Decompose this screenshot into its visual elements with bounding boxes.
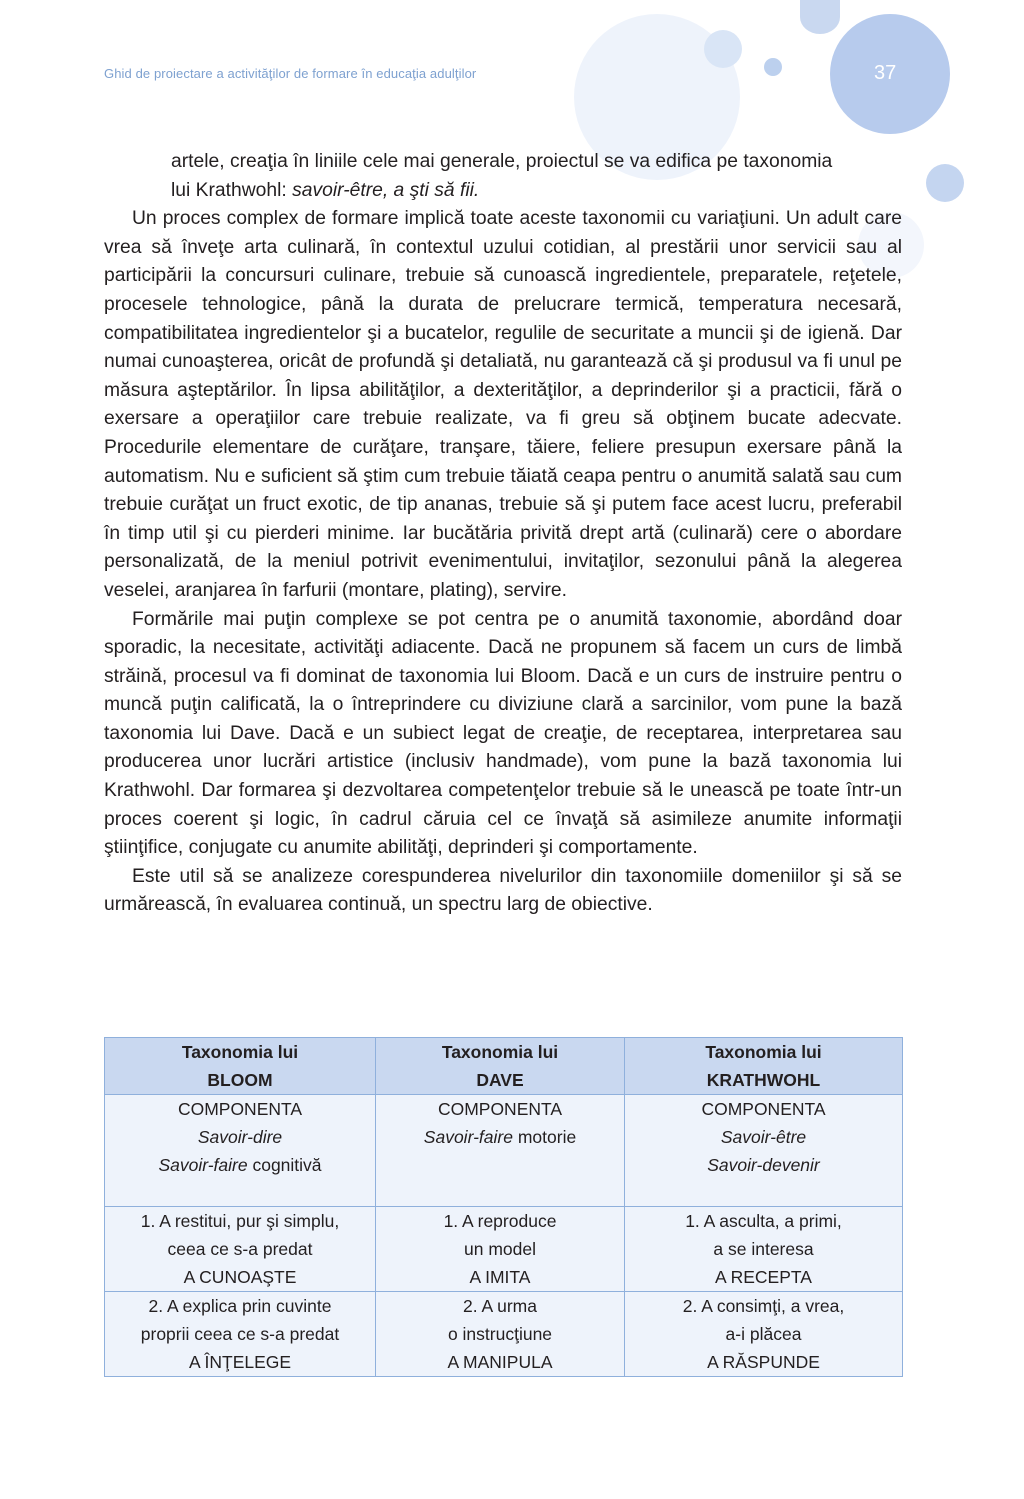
header-line: BLOOM — [207, 1070, 273, 1090]
decorative-dot — [764, 58, 782, 76]
intro-line-2-italic: savoir-être, a şti să fii. — [292, 179, 480, 201]
cell-line: A RĂSPUNDE — [707, 1352, 820, 1372]
cell-line: COMPONENTA — [177, 1099, 303, 1119]
header-line: Taxonomia lui — [441, 1042, 559, 1062]
cell-line: Savoir-dire — [197, 1127, 283, 1147]
table-row — [105, 1292, 903, 1377]
cell-text: motorie — [512, 1127, 577, 1147]
header-krathwohl — [625, 1038, 903, 1095]
page-number: 37 — [874, 62, 897, 84]
cell-line: 1. A reproduce — [443, 1211, 557, 1231]
cell-line: COMPONENTA — [701, 1099, 826, 1119]
cell-krathwohl-component — [625, 1095, 903, 1207]
cell-text-italic: Savoir-faire — [423, 1127, 513, 1147]
cell-line: A RECEPTA — [715, 1267, 812, 1287]
header-line: Taxonomia lui — [705, 1042, 822, 1062]
cell-line: o instrucţiune — [447, 1324, 553, 1344]
cell-bloom — [105, 1292, 376, 1377]
header-dave — [376, 1038, 625, 1095]
body-text — [104, 148, 902, 920]
paragraph-3: Este util să se analizeze corespunderea nivelurilor din taxonomiile domeniilor şi să se urmărească, în evaluarea continuă, un spectru larg de obiective. — [104, 865, 902, 916]
table-row-component — [105, 1095, 903, 1207]
header-line: KRATHWOHL — [706, 1070, 821, 1090]
cell-line: 2. A consimţi, a vrea, — [682, 1296, 845, 1316]
decorative-circle-top — [800, 0, 840, 34]
table-header-row — [105, 1038, 903, 1095]
cell-line: Savoir-être — [720, 1127, 807, 1147]
cell-line: 2. A urma — [463, 1296, 537, 1316]
cell-dave-component — [376, 1095, 625, 1207]
cell-line: A MANIPULA — [447, 1352, 553, 1372]
paragraph-1: Un proces complex de formare implică toate aceste taxonomii cu variaţiuni. Un adult care vrea să înveţe arta culinară, în contextul uzului cotidian, al prestării unor servicii sau al participării la concursuri culinare, trebuie să cunoască ingredientele, preparatele, reţetele, procesele tehnologice, până la durata de prelucrare termică, temperatura necesară, compatibilitatea ingredientelor şi a bucatelor, regulile de securitate a muncii şi de igienă. Dar numai cunoaşterea, oricât de profundă şi detaliată, nu garantează că şi produsul va fi unul pe măsura aşteptărilor. În lipsa abilităţilor, a dexterităţilor, a deprinderilor şi a practicii, fără o exersare a operaţiilor care trebuie realizate, va fi greu să obţinem bucate adecvate. Procedurile elementare de curăţare, tranşare, tăiere, feliere presupun exersare până la automatism. Nu e suficient să ştim cum trebuie tăiată ceapa pentru o anumită salată sau cum trebuie curăţat un fruct exotic, de tip ananas, trebuie să şi putem face acest lucru, preferabil în timp util şi cu pierderi minime. Iar bucătăria privită drept artă (culinară) cere o abordare personalizată, de la meniul potrivit evenimentului, invitaţilor, sezonului până la alegerea veselei, aranjarea în farfurii (montare, plating), servire. — [104, 208, 902, 601]
taxonomy-table — [104, 1037, 903, 1377]
cell-line: A ÎNŢELEGE — [188, 1352, 292, 1372]
decorative-circle-right — [926, 164, 964, 202]
cell-line: ceea ce s-a predat — [167, 1239, 313, 1259]
cell-line: 1. A restitui, pur şi simplu, — [140, 1211, 340, 1231]
cell-bloom — [105, 1207, 376, 1292]
cell-line: 1. A asculta, a primi, — [685, 1211, 842, 1231]
cell-line: 2. A explica prin cuvinte — [148, 1296, 332, 1316]
header-bloom — [105, 1038, 376, 1095]
cell-line: un model — [464, 1239, 536, 1259]
cell-line: a se interesa — [713, 1239, 814, 1259]
cell-text-italic: Savoir-faire — [158, 1155, 248, 1175]
cell-line: COMPONENTA — [437, 1099, 563, 1119]
intro-line-2-text: lui Krathwohl: — [171, 179, 293, 201]
cell-line: A CUNOAŞTE — [183, 1267, 297, 1287]
cell-line — [109, 1151, 371, 1179]
intro-line-1: artele, creaţia în liniile cele mai generale, proiectul se va edifica pe taxonomia — [171, 151, 833, 172]
cell-line: A IMITA — [469, 1267, 531, 1287]
cell-krathwohl — [625, 1292, 903, 1377]
header-line: DAVE — [476, 1070, 524, 1090]
cell-line: proprii ceea ce s-a predat — [140, 1324, 340, 1344]
decorative-circle-small-light — [704, 30, 742, 68]
cell-text: cognitivă — [247, 1155, 322, 1175]
table-row — [105, 1207, 903, 1292]
cell-line — [380, 1123, 620, 1151]
cell-dave — [376, 1207, 625, 1292]
cell-line: Savoir-devenir — [707, 1155, 820, 1175]
cell-line: a-i plăcea — [725, 1324, 802, 1344]
intro-line-2 — [171, 177, 902, 206]
cell-bloom-component — [105, 1095, 376, 1207]
header-line: Taxonomia lui — [181, 1042, 299, 1062]
running-header: Ghid de proiectare a activităţilor de formare în educaţia adulţilor — [104, 66, 477, 81]
paragraph-2: Formările mai puţin complexe se pot centra pe o anumită taxonomie, abordând doar sporadic, la necesitate, activităţi adiacente. Dacă ne propunem să facem un curs de limbă străină, procesul va fi dominat de taxonomia lui Bloom. Dacă e un curs de instruire pentru o muncă puţin calificată, la o întreprindere cu diviziune clară a sarcinilor, vom pune la bază taxonomia lui Dave. Dacă e un subiect legat de creaţie, de receptarea, interpretarea sau producerea unor lucrări artistice (inclusiv handmade), vom pune la bază taxonomia lui Krathwohl. Dar formarea şi dezvoltarea competenţelor trebuie să le unească pe toate într-un proces coerent şi logic, în cadrul căruia cel ce învaţă să asimileze anumite informaţii ştiinţifice, conjugate cu anumite abilităţi, deprinderi şi comportamente. — [104, 608, 902, 859]
cell-dave — [376, 1292, 625, 1377]
intro-fragment — [104, 148, 902, 205]
cell-krathwohl — [625, 1207, 903, 1292]
